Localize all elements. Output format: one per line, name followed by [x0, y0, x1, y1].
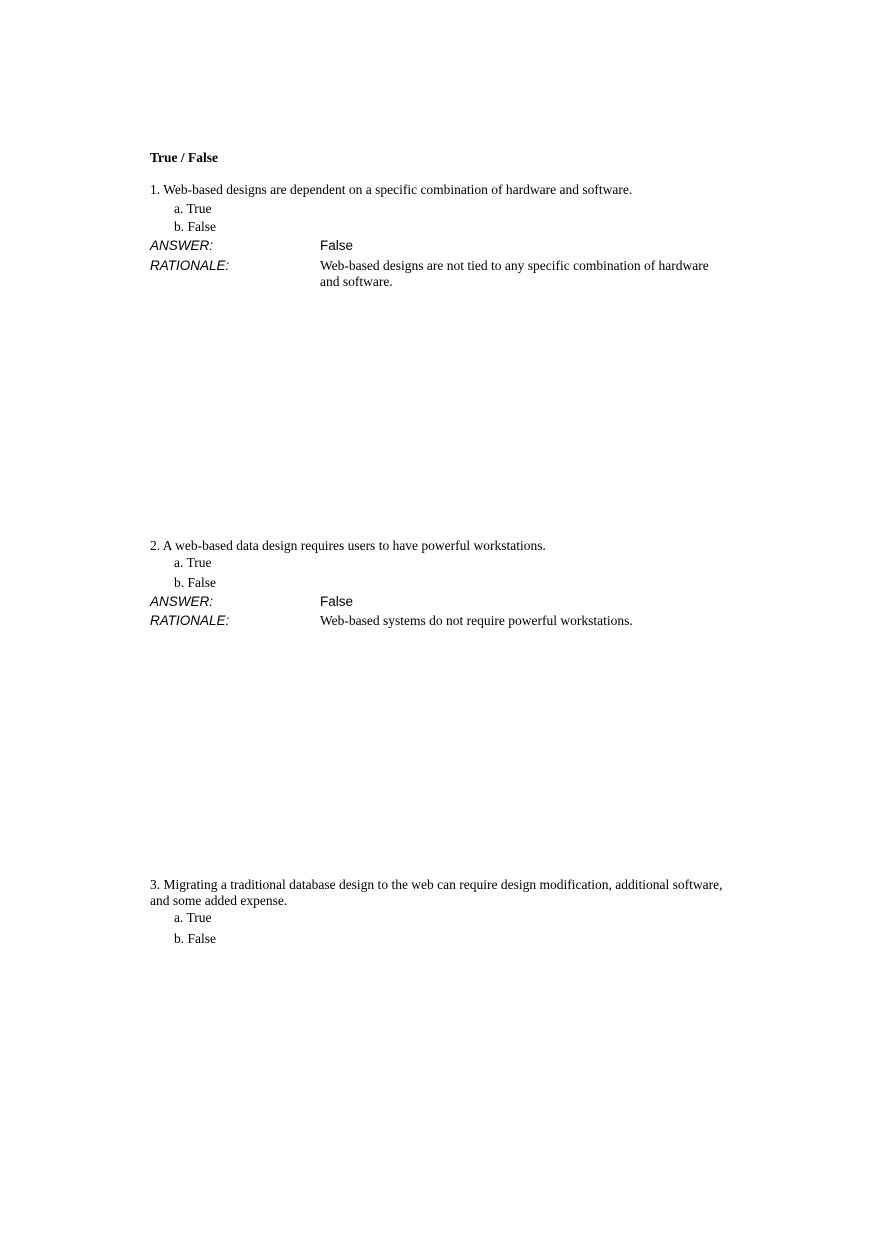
answer-label: ANSWER:	[150, 238, 214, 253]
option-a: a. True	[174, 555, 212, 570]
option-b: b. False	[174, 219, 216, 234]
question-stem: 2. A web-based data design requires users to have powerful workstations.	[150, 538, 546, 553]
option-b: b. False	[174, 931, 216, 946]
answer-value: False	[320, 594, 354, 609]
question-stem-line-2: and some added expense.	[150, 893, 288, 908]
section-title: True / False	[150, 150, 218, 165]
rationale-text: Web-based systems do not require powerful workstations.	[320, 613, 633, 628]
question-stem-line-1: 3. Migrating a traditional database design to the web can require design modification, additional software,	[150, 877, 723, 892]
answer-value: False	[320, 238, 354, 253]
option-b: b. False	[174, 575, 216, 590]
rationale-label: RATIONALE:	[150, 258, 230, 273]
question-stem: 1. Web-based designs are dependent on a specific combination of hardware and software.	[150, 182, 633, 197]
answer-label: ANSWER:	[150, 594, 214, 609]
option-a: a. True	[174, 201, 212, 216]
rationale-text-line-1: Web-based designs are not tied to any specific combination of hardware	[320, 258, 709, 273]
rationale-label: RATIONALE:	[150, 613, 230, 628]
option-a: a. True	[174, 910, 212, 925]
rationale-text-line-2: and software.	[320, 274, 393, 289]
